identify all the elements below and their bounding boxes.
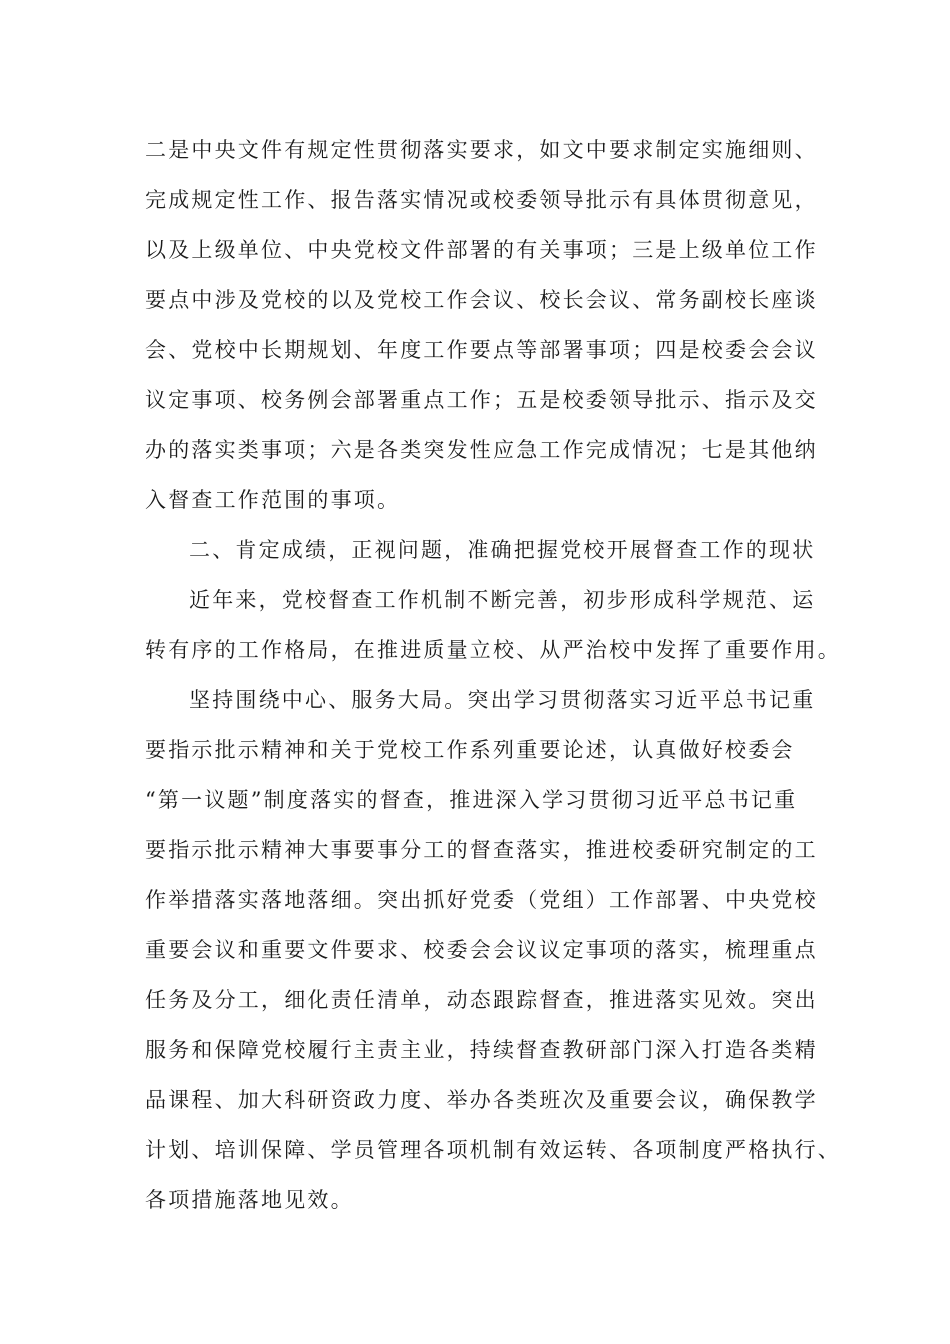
paragraph-3-line-11: 各项措施落地见效。 bbox=[145, 1188, 354, 1212]
section-heading: 二、肯定成绩，正视问题，准确把握党校开展督查工作的现状 bbox=[189, 538, 816, 562]
paragraph-3-line-3: “第一议题”制度落实的督查，推进深入学习贯彻习近平总书记重 bbox=[145, 788, 798, 812]
paragraph-3-line-6: 重要会议和重要文件要求、校委会会议议定事项的落实，梳理重点 bbox=[145, 938, 818, 962]
paragraph-3-line-1: 坚持围绕中心、服务大局。突出学习贯彻落实习近平总书记重 bbox=[189, 688, 816, 712]
paragraph-3-line-7: 任务及分工，细化责任清单，动态跟踪督查，推进落实见效。突出 bbox=[145, 988, 818, 1012]
paragraph-3-line-8: 服务和保障党校履行主责主业，持续督查教研部门深入打造各类精 bbox=[145, 1038, 818, 1062]
paragraph-3-line-4: 要指示批示精神大事要事分工的督查落实，推进校委研究制定的工 bbox=[145, 838, 818, 862]
paragraph-1-line-4: 要点中涉及党校的以及党校工作会议、校长会议、常务副校长座谈 bbox=[145, 288, 818, 312]
paragraph-1-line-2: 完成规定性工作、报告落实情况或校委领导批示有具体贯彻意见， bbox=[145, 188, 818, 212]
paragraph-3-line-9: 品课程、加大科研资政力度、举办各类班次及重要会议，确保教学 bbox=[145, 1088, 818, 1112]
paragraph-1-line-8: 入督查工作范围的事项。 bbox=[145, 488, 401, 512]
paragraph-2-line-1: 近年来，党校督查工作机制不断完善，初步形成科学规范、运 bbox=[189, 588, 816, 612]
paragraph-1-line-5: 会、党校中长期规划、年度工作要点等部署事项；四是校委会会议 bbox=[145, 338, 818, 362]
paragraph-1-line-1: 二是中央文件有规定性贯彻落实要求，如文中要求制定实施细则、 bbox=[145, 138, 818, 162]
paragraph-1-line-7: 办的落实类事项；六是各类突发性应急工作完成情况；七是其他纳 bbox=[145, 438, 818, 462]
paragraph-1-line-3: 以及上级单位、中央党校文件部署的有关事项；三是上级单位工作 bbox=[145, 238, 818, 262]
paragraph-3-line-10: 计划、培训保障、学员管理各项机制有效运转、各项制度严格执行、 bbox=[145, 1138, 841, 1162]
paragraph-3-line-5: 作举措落实落地落细。突出抓好党委（党组）工作部署、中央党校 bbox=[145, 888, 818, 912]
paragraph-1-line-6: 议定事项、校务例会部署重点工作；五是校委领导批示、指示及交 bbox=[145, 388, 818, 412]
paragraph-3-line-2: 要指示批示精神和关于党校工作系列重要论述，认真做好校委会 bbox=[145, 738, 795, 762]
paragraph-2-line-2: 转有序的工作格局，在推进质量立校、从严治校中发挥了重要作用。 bbox=[145, 638, 841, 662]
